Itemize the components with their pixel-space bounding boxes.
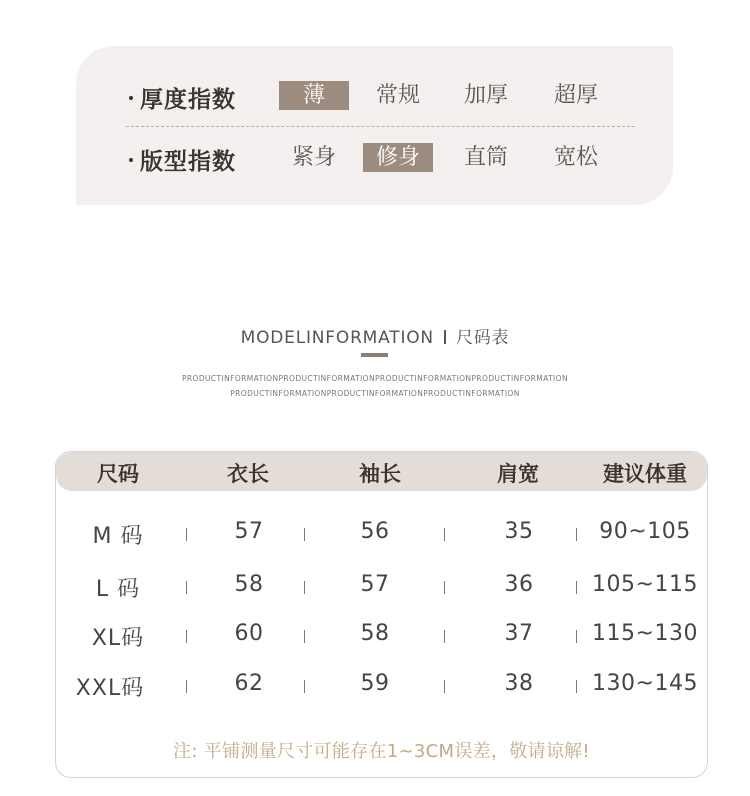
header-weight: 建议体重 — [603, 462, 687, 486]
cell-sleeve: 59 — [360, 671, 390, 696]
cell-size: XXL码 — [75, 676, 145, 701]
table-row — [56, 671, 707, 701]
column-divider — [186, 630, 187, 643]
cell-size: L 码 — [95, 577, 141, 602]
heading-underline — [361, 353, 388, 357]
cell-length: 57 — [234, 519, 264, 544]
fit-option-tight: 紧身 — [291, 145, 336, 170]
column-divider — [576, 581, 577, 594]
cell-weight: 115~130 — [592, 621, 698, 646]
table-row — [56, 572, 707, 602]
index-divider — [126, 126, 635, 127]
column-divider — [304, 630, 305, 643]
column-divider — [304, 581, 305, 594]
thickness-option-thin: 薄 — [279, 81, 349, 110]
thickness-option-extra-thick: 超厚 — [553, 83, 598, 108]
header-shoulder: 肩宽 — [497, 462, 539, 486]
measurement-note: 注: 平铺测量尺寸可能存在1~3CM误差，敬请谅解! — [173, 741, 590, 762]
cell-shoulder: 38 — [504, 671, 534, 696]
thickness-index-row — [76, 75, 673, 115]
thickness-option-thick: 加厚 — [463, 83, 508, 108]
cell-weight: 130~145 — [592, 671, 698, 696]
heading-chinese: 尺码表 — [455, 328, 510, 348]
column-divider — [304, 680, 305, 693]
cell-length: 60 — [234, 621, 264, 646]
cell-shoulder: 37 — [504, 621, 534, 646]
heading-subline-1: PRODUCTINFORMATIONPRODUCTINFORMATIONPRODUCTINFORMATIONPRODUCTINFORMATION — [182, 374, 568, 383]
cell-length: 58 — [234, 572, 264, 597]
column-divider — [186, 680, 187, 693]
fit-option-loose: 宽松 — [553, 145, 598, 170]
header-sleeve: 袖长 — [359, 462, 401, 486]
fit-option-straight: 直筒 — [463, 145, 508, 170]
cell-sleeve: 57 — [360, 572, 390, 597]
column-divider — [576, 528, 577, 541]
cell-size: XL码 — [91, 626, 145, 651]
cell-shoulder: 35 — [504, 519, 534, 544]
size-table — [55, 451, 708, 778]
column-divider — [444, 680, 445, 693]
column-divider — [576, 680, 577, 693]
cell-weight: 90~105 — [599, 519, 691, 544]
header-length: 衣长 — [227, 462, 269, 486]
thickness-index-label: 厚度指数 — [140, 81, 236, 114]
column-divider — [576, 630, 577, 643]
cell-sleeve: 56 — [360, 519, 390, 544]
column-divider — [304, 528, 305, 541]
fit-index-row — [76, 137, 673, 177]
size-chart-heading — [0, 323, 750, 348]
header-size: 尺码 — [97, 462, 139, 486]
heading-english: MODELINFORMATION — [240, 328, 434, 348]
cell-sleeve: 58 — [360, 621, 390, 646]
column-divider — [444, 581, 445, 594]
cell-length: 62 — [234, 671, 264, 696]
table-row — [56, 621, 707, 651]
cell-size: M 码 — [92, 524, 144, 549]
column-divider — [444, 630, 445, 643]
column-divider — [444, 528, 445, 541]
thickness-option-regular: 常规 — [375, 83, 420, 108]
heading-subline-2: PRODUCTINFORMATIONPRODUCTINFORMATIONPRODUCTINFORMATION — [230, 389, 520, 398]
cell-shoulder: 36 — [504, 572, 534, 597]
table-row — [56, 519, 707, 549]
cell-weight: 105~115 — [592, 572, 698, 597]
index-panel — [76, 46, 673, 205]
fit-index-label: 版型指数 — [140, 143, 236, 176]
table-header — [56, 452, 707, 491]
column-divider — [186, 581, 187, 594]
heading-separator — [444, 330, 446, 344]
column-divider — [186, 528, 187, 541]
fit-option-slim: 修身 — [363, 143, 433, 172]
